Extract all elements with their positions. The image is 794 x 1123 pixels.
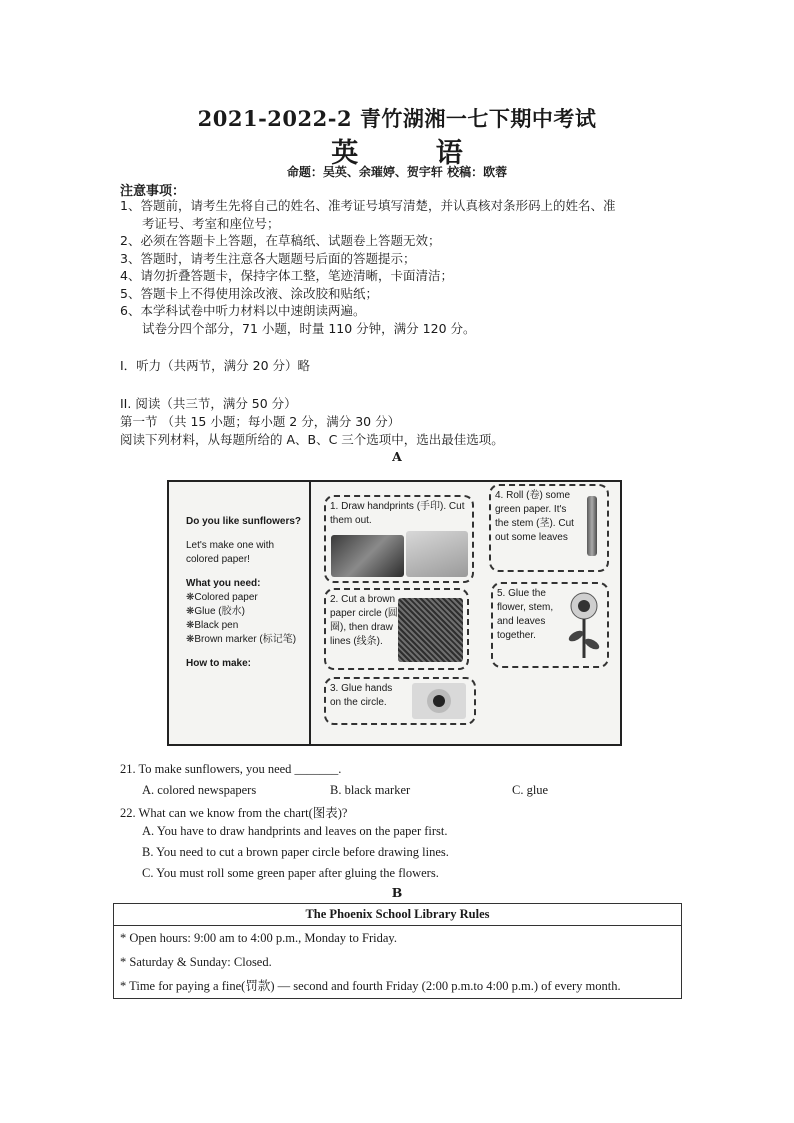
q22-option-c: C. You must roll some green paper after gluing the flowers. [142, 866, 439, 880]
passage-a-label: A [392, 449, 402, 464]
step-1-box [324, 495, 474, 583]
material-item: ❋Colored paper [186, 592, 258, 603]
part-1-heading: I．听力（共两节，满分 20 分）略 [120, 358, 311, 373]
step-5-box [491, 582, 609, 668]
step-3-text: 3. Glue hands on the circle. [330, 683, 393, 708]
library-rules-table [113, 903, 682, 999]
rules-row: * Saturday & Sunday: Closed. [120, 955, 272, 969]
notice-item: 5、答题卡上不得使用涂改液、涂改胶和贴纸； [120, 285, 378, 301]
notice-item: 1、答题前，请考生先将自己的姓名、准考证号填写清楚，并认真核对条形码上的姓名、准 [120, 198, 616, 213]
rules-title: The Phoenix School Library Rules [114, 904, 681, 926]
material-item: ❋Brown marker (标记笔) [186, 634, 297, 645]
glued-hands-circle-icon [412, 683, 466, 719]
handprint-image [331, 535, 404, 577]
step-2-text: 2. Cut a brown paper circle (圆圈), then draw lines (线条). [330, 594, 398, 647]
step-2-box [324, 588, 469, 670]
q21-option-c: C. glue [512, 783, 549, 797]
authors-line: 命题：吴英、余璀婷、贺宇轩 校稿：欧蓉 [286, 165, 508, 179]
rules-row: * Time for paying a fine(罚款) — second and fourth Friday (2:00 p.m.to 4:00 p.m.) of every month. [120, 979, 621, 993]
notice-item: 4、请勿折叠答题卡，保持字体工整，笔迹清晰，卡面清洁； [120, 268, 453, 283]
notice-heading: 注意事项： [120, 184, 186, 199]
figure-divider [309, 482, 311, 744]
exam-title: 2021-2022-2 青竹湖湘一七下期中考试 [197, 106, 597, 131]
q21-option-a: A. colored newspapers [142, 783, 257, 797]
material-item: ❋Black pen [186, 620, 239, 631]
material-item: ❋Glue (胶水) [186, 606, 245, 617]
figure-how-heading: How to make: [186, 658, 252, 669]
figure-materials-panel [186, 515, 306, 671]
sunflower-craft-figure [167, 480, 622, 746]
figure-need-heading: What you need: [186, 578, 261, 589]
notice-item: 2、必须在答题卡上答题，在草稿纸、试题卷上答题无效； [120, 233, 441, 248]
rules-row: * Open hours: 9:00 am to 4:00 p.m., Monday to Friday. [120, 931, 397, 945]
figure-intro: colored paper! [186, 554, 250, 565]
subject-title: 英 语 [331, 138, 497, 169]
step-4-text: 4. Roll (卷) some green paper. It's the stem (茎). Cut out some leaves [495, 490, 574, 543]
notice-item: 试卷分四个部分，71 小题，时量 110 分钟，满分 120 分。 [142, 320, 476, 336]
notice-list [120, 197, 690, 337]
passage-b-label: B [391, 885, 403, 900]
question-22: 22. What can we know from the chart(图表)? [120, 806, 348, 820]
step-3-box [324, 677, 476, 725]
q22-option-b: B. You need to cut a brown paper circle before drawing lines. [142, 845, 449, 859]
instruction: 阅读下列材料，从每题所给的 A、B、C 三个选项中，选出最佳选项。 [120, 432, 504, 447]
green-stem-image [587, 496, 597, 556]
step-1-text: 1. Draw handprints (手印). Cut them out. [330, 501, 465, 526]
figure-intro: Let's make one with [186, 540, 275, 551]
q21-option-b: B. black marker [330, 783, 411, 797]
notice-item: 3、答题时，请考生注意各大题题号后面的答题提示； [120, 250, 416, 266]
part-2-heading: II. 阅读（共三节，满分 50 分） [120, 396, 297, 411]
figure-question: Do you like sunflowers? [186, 516, 302, 527]
brown-circle-image [398, 598, 463, 662]
question-21: 21. To make sunflowers, you need _______. [120, 762, 342, 776]
sunflower-icon [565, 590, 603, 660]
q22-option-a: A. You have to draw handprints and leaves on the paper first. [142, 824, 448, 838]
notice-item: 6、本学科试卷中听力材料以中速朗读两遍。 [120, 303, 366, 318]
step-4-box [489, 484, 609, 572]
section-1-heading: 第一节 （共 15 小题；每小题 2 分，满分 30 分） [120, 414, 401, 429]
handprint-cutout-image [406, 531, 468, 577]
step-5-text: 5. Glue the flower, stem, and leaves together. [497, 588, 554, 641]
notice-item: 考证号、考室和座位号； [142, 215, 280, 231]
